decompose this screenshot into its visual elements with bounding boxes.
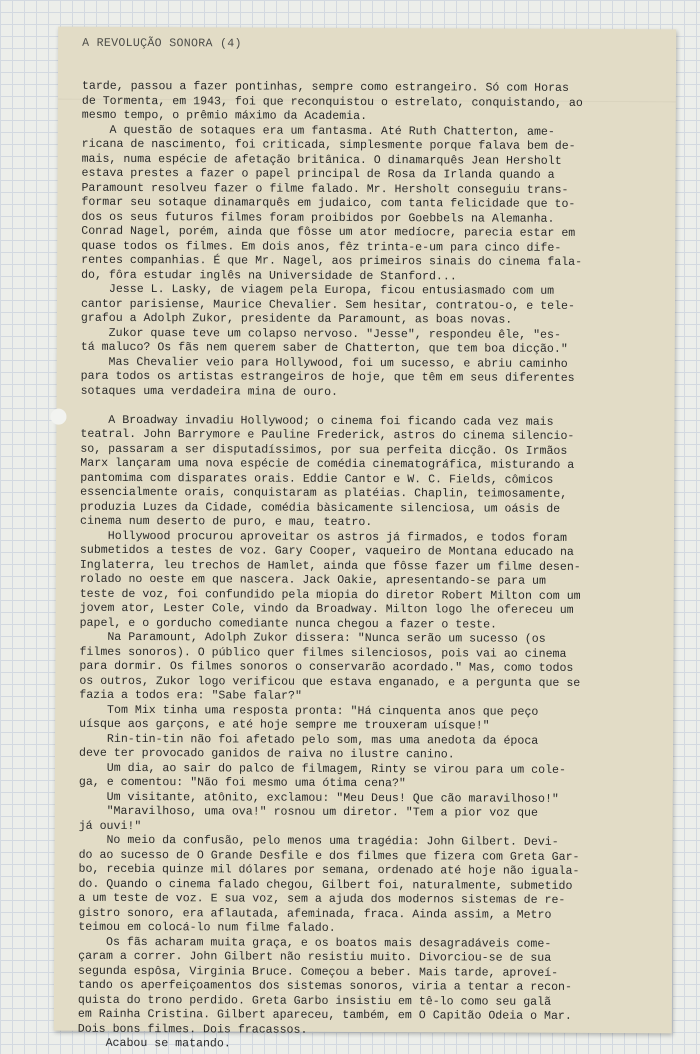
text-line: do. Quando o cinema falado chegou, Gilbert foi, naturalmente, submetido	[78, 877, 573, 893]
text-line: Os fãs acharam muita graça, e os boatos mais desagradáveis come-	[78, 935, 552, 951]
text-line: bo, recebia quinze mil dólares por semana, ordenado até hoje não iguala-	[78, 862, 580, 878]
text-line: a um teste de voz. E sua voz, sem a ajuda dos modernos sistemas de re-	[78, 891, 566, 907]
text-line: deve ter provocado ganidos de raiva no ilustre canino.	[78, 746, 455, 762]
text-line: Zukor quase teve um colapso nervoso. "Jesse", respondeu êle, "es-	[80, 326, 561, 342]
text-line: rolado no oeste em que nascera. Jack Oakie, apresentando-se para um	[79, 572, 546, 588]
text-line: sotaques uma verdadeira mina de ouro.	[80, 384, 339, 399]
text-line: No meio da confusão, pelo menos uma tragédia: John Gilbert. Devi-	[78, 833, 559, 849]
text-line: fazia a todos era: "Sabe falar?"	[79, 688, 302, 703]
text-line: uísque aos garçons, e até hoje sempre me trouxeram uísque!"	[79, 717, 490, 733]
text-line: estava prestes a fazer o papel principal de Rosa da Irlanda quando a	[81, 166, 555, 182]
text-line: jovem ator, Lester Cole, vindo da Broadway. Milton logo lhe ofereceu um	[79, 601, 574, 617]
text-line: Paramount resolveu fazer o filme falado. Mr. Hersholt conseguiu trans-	[81, 181, 569, 197]
text-line: tá maluco? Os fãs nem querem saber de Chatterton, que tem boa dicção."	[80, 340, 568, 356]
text-line: Hollywood procurou aproveitar os astros já firmados, e todos foram	[79, 529, 568, 545]
text-line: Conrad Nagel, porém, ainda que fôsse um ator medíocre, parecia estar em	[81, 224, 576, 240]
text-line: teimou em colocá-lo num filme falado.	[78, 920, 336, 935]
text-line: do ao sucesso de O Grande Desfile e dos filmes que fizera com Greta Gar-	[78, 848, 580, 864]
text-line: pantomima com disparates orais. Eddie Cantor e W. C. Fields, cômicos	[80, 471, 554, 487]
text-line: Mas Chevalier veio para Hollywood, foi um sucesso, e abriu caminho	[80, 355, 568, 371]
text-line: Um dia, ao sair do palco de filmagem, Rinty se virou para um cole-	[78, 761, 567, 777]
text-line: teatral. John Barrymore e Pauline Frederick, astros do cinema silencio-	[80, 427, 575, 443]
text-line: mais, numa espécie de afetação britânica. O dinamarquês Jean Hersholt	[81, 152, 562, 168]
text-line: filmes sonoros). O público quer filmes silenciosos, pois vai ao cinema	[79, 645, 567, 661]
text-line: Um visitante, atônito, exclamou: "Meu Deus! Que cão maravilhoso!"	[78, 790, 559, 806]
text-line: cinema num deserto de puro, e mau, teatro.	[80, 514, 373, 530]
page-header: A REVOLUÇÃO SONORA (4)	[82, 36, 242, 51]
text-line: Acabou se matando.	[77, 1036, 231, 1051]
text-line: já ouvi!"	[78, 819, 142, 833]
text-line: essencialmente orais, conquistaram as platéias. Chaplin, teimosamente,	[80, 485, 568, 501]
text-line: quista do trono perdido. Greta Garbo insistiu em tê-lo como seu galã	[77, 993, 552, 1009]
text-line: ricana de nascimento, foi criticada, simplesmente porque falava bem de-	[81, 137, 576, 153]
text-line: Inglaterra, leu trechos de Hamlet, ainda que fôsse fazer um filme desen-	[79, 558, 581, 574]
text-line: "Maravilhoso, uma ova!" rosnou um diretor. "Tem a pior voz que	[78, 804, 538, 820]
text-line: rentes companhias. É que Mr. Nagel, aos primeiros sinais do cinema fala-	[81, 253, 583, 269]
text-line: papel, e o gorducho comediante nunca chegou a fazer o teste.	[79, 616, 498, 632]
text-line: Dois bons filmes. Dois fracassos.	[77, 1022, 308, 1037]
text-line: A Broadway invadiu Hollywood; o cinema foi ficando cada vez mais	[80, 413, 554, 429]
text-line: Rin-tin-tin não foi afetado pelo som, mas uma anedota da época	[79, 732, 539, 748]
text-line: tarde, passou a fazer pontinhas, sempre como estrangeiro. Só com Horas	[81, 79, 569, 95]
text-line: Marx lançaram uma nova espécie de comédia cinematográfica, misturando a	[80, 456, 575, 472]
text-line: submetidos a testes de voz. Gary Cooper, vaqueiro de Montana educado na	[79, 543, 574, 559]
text-line: para dormir. Os filmes sonoros o conservarão acordado." Mas, como todos	[79, 659, 574, 675]
text-line: grafou a Adolph Zukor, presidente da Paramount, as boas novas.	[80, 311, 513, 327]
text-line: produzia Luzes da Cidade, comédia bàsicamente silenciosa, um oásis de	[80, 500, 561, 516]
text-line: çaram a correr. John Gilbert não resistiu muito. Divorciou-se de sua	[78, 949, 552, 965]
text-line: cantor parisiense, Maurice Chevalier. Sem hesitar, contratou-o, e tele-	[80, 297, 575, 313]
text-line: Tom Mix tinha uma resposta pronta: "Há cinquenta anos que peço	[79, 703, 539, 719]
text-line: A questão de sotaques era um fantasma. Até Ruth Chatterton, ame-	[81, 123, 555, 139]
text-line: segunda espôsa, Virginia Bruce. Começou a beber. Mais tarde, aproveí-	[78, 964, 559, 980]
text-line: para todos os artistas estrangeiros de hoje, que têm em seus diferentes	[80, 369, 575, 385]
text-line: teste de voz, foi confundido pela miopia do diretor Robert Milton com um	[79, 587, 581, 603]
text-line: mesmo tempo, o prêmio máximo da Academia.	[81, 108, 368, 124]
typewritten-page	[54, 27, 676, 1051]
text-line: em Rainha Cristina. Gilbert apareceu, também, em O Capitão Odeia o Mar.	[77, 1007, 572, 1023]
text-line: Jesse L. Lasky, de viagem pela Europa, ficou entusiasmado com um	[81, 282, 555, 298]
text-line: de Tormenta, em 1943, foi que reconquistou o estrelato, conquistando, ao	[81, 94, 583, 110]
text-line: do, fôra estudar inglês na Universidade de Stanford...	[81, 268, 457, 283]
text-line: quase todos os filmes. Em dois anos, fêz trinta-e-um para cinco dife-	[81, 239, 562, 255]
text-line: formar seu sotaque dinamarquês em judaico, com tanta felicidade que to-	[81, 195, 576, 211]
page-body-text	[78, 80, 672, 1054]
punch-hole	[50, 409, 66, 425]
text-line: dos os seus futuros filmes foram proibidos por Goebbels na Alemanha.	[81, 210, 555, 226]
text-line: Na Paramount, Adolph Zukor dissera: "Nunca serão um sucesso (os	[79, 630, 546, 646]
text-line: tando os aperfeiçoamentos dos sistemas sonoros, viria a tentar a recon-	[77, 978, 573, 994]
text-line: so, passaram a ser disputadíssimos, por sua perfeita dicção. Os Irmãos	[80, 442, 568, 458]
text-line: os outros, Zukor logo verificou que estava enganado, e a pergunta que se	[79, 674, 581, 690]
text-line: ga, e comentou: "Não foi mesmo uma ótima cena?"	[78, 775, 406, 791]
text-line: gistro sonoro, era aflautada, afeminada, fraca. Ainda assim, a Metro	[78, 906, 552, 922]
